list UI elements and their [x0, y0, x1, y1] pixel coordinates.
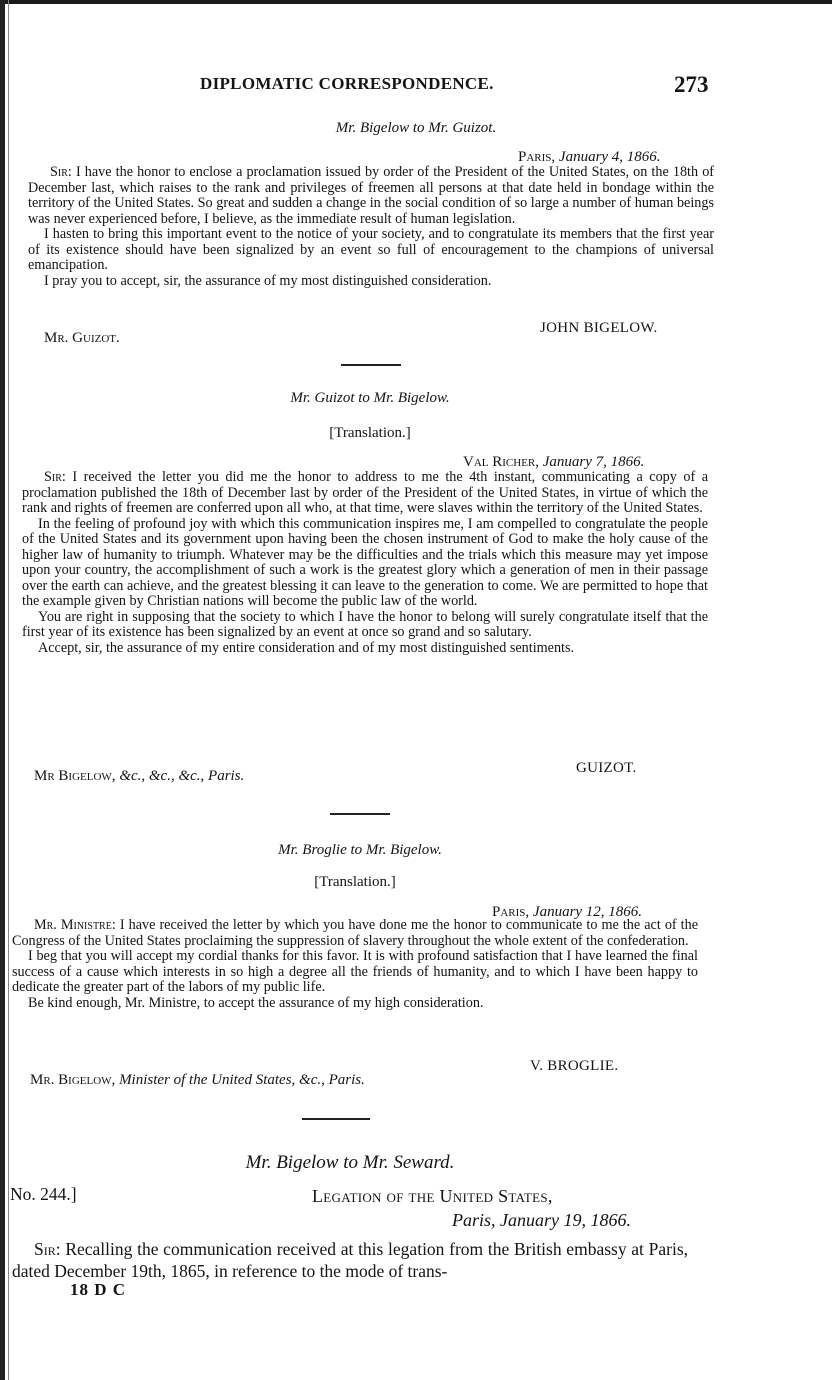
dateline-date: January 7, 1866. [542, 454, 645, 470]
letter-1-title: Mr. Bigelow to Mr. Guizot. [335, 120, 497, 136]
dispatch-number: No. 244.] [10, 1184, 77, 1204]
salutation: Sir: [50, 164, 72, 180]
letter-2-subtitle: [Translation.] [329, 425, 411, 441]
salutation: Sir: [44, 469, 66, 485]
legation-line: Legation of the United States, [312, 1186, 553, 1206]
running-title: DIPLOMATIC CORRESPONDENCE. [200, 74, 494, 93]
letter-2-title: Mr. Guizot to Mr. Bigelow. [290, 390, 450, 406]
letter-3-signature: V. BROGLIE. [530, 1058, 619, 1074]
separator-rule [341, 364, 401, 366]
letter-4-title: Mr. Bigelow to Mr. Seward. [245, 1152, 455, 1173]
page-edge-top [0, 0, 832, 4]
salutation: Sir: [34, 1239, 61, 1259]
dateline-place: Paris, [492, 904, 530, 920]
addressee-name: Mr Bigelow, [34, 768, 116, 784]
separator-rule [330, 813, 390, 815]
letter-1-body [28, 165, 714, 289]
dateline-date: January 12, 1866. [532, 904, 643, 920]
dateline-date: January 4, 1866. [558, 149, 661, 165]
letter-4-dateline: Paris, January 19, 1866. [452, 1210, 631, 1230]
letter-1-signature: JOHN BIGELOW. [540, 320, 658, 336]
dateline-place: Paris, [518, 149, 556, 165]
signature-mark: 18 D C [70, 1280, 127, 1299]
addressee-detail: &c., &c., &c., Paris. [119, 768, 245, 784]
letter-2-addressee [34, 768, 244, 785]
paragraph: Accept, sir, the assurance of my entire consideration and of my most distinguished sentiments. [38, 639, 575, 656]
letter-3-body [12, 918, 698, 1011]
separator-rule [302, 1118, 370, 1120]
paragraph: Sir: Recalling the communication received at this legation from the British embassy at Paris, dated December 19th, 1865, in reference to the mode of trans- [12, 1239, 688, 1281]
letter-1-addressee: Mr. Guizot. [44, 330, 120, 346]
paragraph: I hasten to bring this important event to the notice of your society, and to congratulate its members that the first year of its existence should have been signalized by an event so full of encouragement to the champions of universal emancipation. [28, 226, 714, 273]
paragraph: I beg that you will accept my cordial thanks for this favor. It is with profound satisfaction that I have learned the final success of a cause which interests in so high a degree all the friends of humanity, and to which I have been happy to dedicate the greater part of the labors of my public life. [12, 948, 698, 995]
paragraph: In the feeling of profound joy with which this communication inspires me, I am compelled to congratulate the people of the United States and its government upon having been the chosen instrument of God to make the holy cause of the higher law of humanity to triumph. Whatever may be the difficulties and the trials which this measure may yet impose upon your country, the accomplishment of such a work is the greatest glory which a generation of men in their passage over the earth can achieve, and the greatest blessing it can leave to the generation to come. We are permitted to hope that the example given by Christian nations will become the public law of the world. [22, 515, 708, 609]
letter-4-body [12, 1238, 688, 1282]
paragraph: Sir: I received the letter you did me the honor to address to me the 4th instant, communicating a copy of a proclamation published the 18th of December last by order of the President of the United States, in virtue of which the rank and rights of freemen are conferred upon all who, at that time, were slaves within the territory of the United States. [22, 469, 708, 516]
letter-2-body [22, 470, 708, 656]
dateline-place: Val Richer, [463, 454, 540, 470]
paragraph: I pray you to accept, sir, the assurance of my most distinguished consideration. [44, 272, 492, 289]
letter-3-subtitle: [Translation.] [314, 874, 396, 890]
salutation: Mr. Ministre: [34, 917, 116, 933]
page-number: 273 [674, 72, 709, 97]
paragraph: You are right in supposing that the society to which I have the honor to belong will surely congratulate itself that the first year of its existence has been signalized by an event at once so grand and so salutary. [22, 608, 708, 640]
letter-3-addressee [30, 1072, 365, 1089]
letter-2-signature: GUIZOT. [576, 760, 637, 776]
paragraph: Mr. Ministre: I have received the letter by which you have done me the honor to communicate to me the act of the Congress of the United States proclaiming the suppression of slavery throughout the whole extent of the confederation. [12, 917, 699, 949]
addressee-detail: Minister of the United States, &c., Paris. [119, 1072, 365, 1088]
paragraph: Sir: I have the honor to enclose a proclamation issued by order of the President of the United States, on the 18th of December last, which raises to the rank and privileges of freemen all persons at that date held in bondage within the territory of the United States. So great and sudden a change in the social condition of so large a number of human beings was never experienced before, I believe, as the immediate result of human legislation. [28, 164, 715, 227]
paragraph: Be kind enough, Mr. Ministre, to accept the assurance of my high consideration. [28, 994, 484, 1011]
letter-3-title: Mr. Broglie to Mr. Bigelow. [278, 842, 442, 858]
addressee-name: Mr. Bigelow, [30, 1072, 116, 1088]
